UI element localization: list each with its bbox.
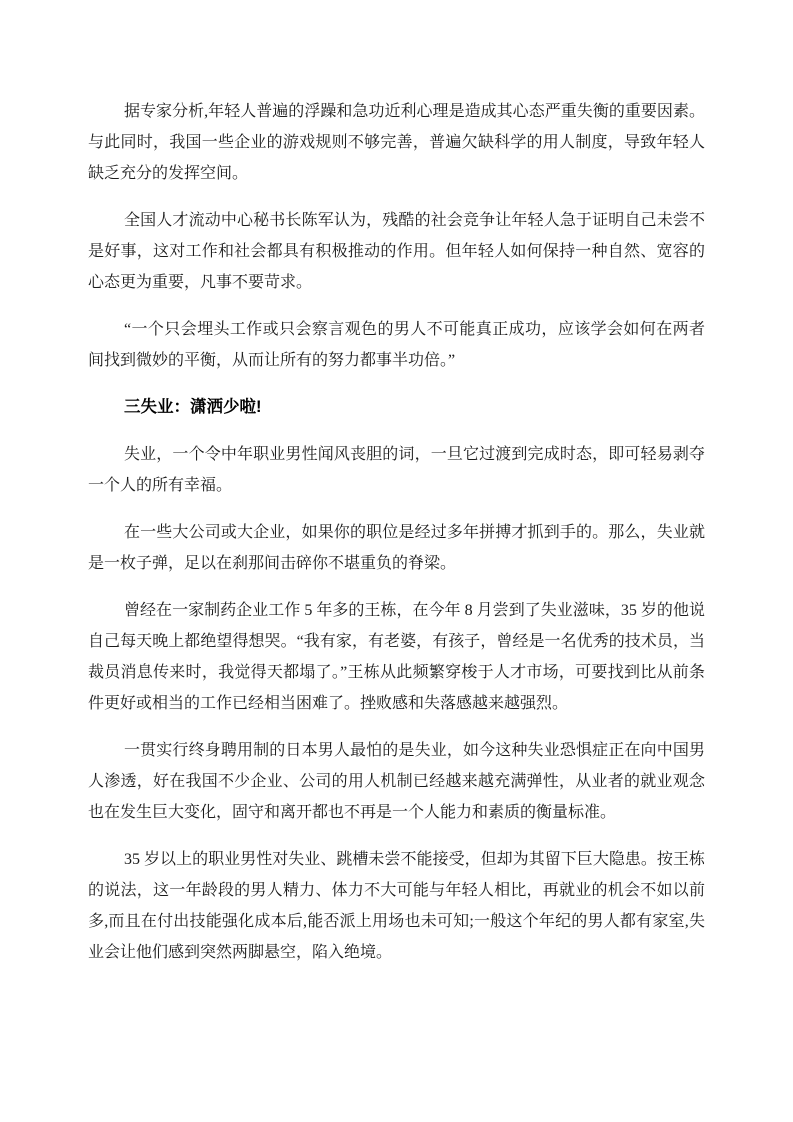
paragraph: “一个只会埋头工作或只会察言观色的男人不可能真正成功，应该学会如何在两者间找到微妙的平衡，从而让所有的努力都事半功倍。” [88,321,705,369]
paragraph: 全国人才流动中心秘书长陈军认为，残酷的社会竞争让年轻人急于证明自己未尝不是好事，这对工作和社会都具有积极推动的作用。但年轻人如何保持一种自然、宽容的心态更为重要，凡事不要苛求。 [88,212,705,291]
paragraph: 35 岁以上的职业男性对失业、跳槽未尝不能接受，但却为其留下巨大隐患。按王栋的说法，这一年龄段的男人精力、体力不大可能与年轻人相比，再就业的机会不如以前多,而且在付出技能强化成本后,能否派上用场也未可知;一般这个年纪的男人都有家室,失业会让他们感到突然两脚悬空，陷入绝境。 [88,851,705,961]
section-heading: 三失业：潇洒少啦! [124,398,262,416]
paragraph: 在一些大公司或大企业，如果你的职位是经过多年拼搏才抓到手的。那么，失业就是一枚子弹，足以在刹那间击碎你不堪重负的脊梁。 [88,524,705,572]
paragraph: 失业，一个令中年职业男性闻风丧胆的词，一旦它过渡到完成时态，即可轻易剥夺一个人的所有幸福。 [88,446,705,494]
paragraph: 一贯实行终身聘用制的日本男人最怕的是失业，如今这种失业恐惧症正在向中国男人渗透，好在我国不少企业、公司的用人机制已经越来越充满弹性，从业者的就业观念也在发生巨大变化，固守和离开都也不再是一个人能力和素质的衡量标准。 [88,742,705,821]
paragraph: 据专家分析,年轻人普遍的浮躁和急功近利心理是造成其心态严重失衡的重要因素。与此同时，我国一些企业的游戏规则不够完善，普遍欠缺科学的用人制度，导致年轻人缺乏充分的发挥空间。 [88,103,705,182]
paragraph: 曾经在一家制药企业工作 5 年多的王栋，在今年 8 月尝到了失业滋味，35 岁的他说自己每天晚上都绝望得想哭。“我有家，有老婆，有孩子，曾经是一名优秀的技术员，当裁员消息传来时，我觉得天都塌了。”王栋从此频繁穿梭于人才市场，可要找到比从前条件更好或相当的工作已经相当困难了。挫败感和失落感越来越强烈。 [88,602,705,712]
